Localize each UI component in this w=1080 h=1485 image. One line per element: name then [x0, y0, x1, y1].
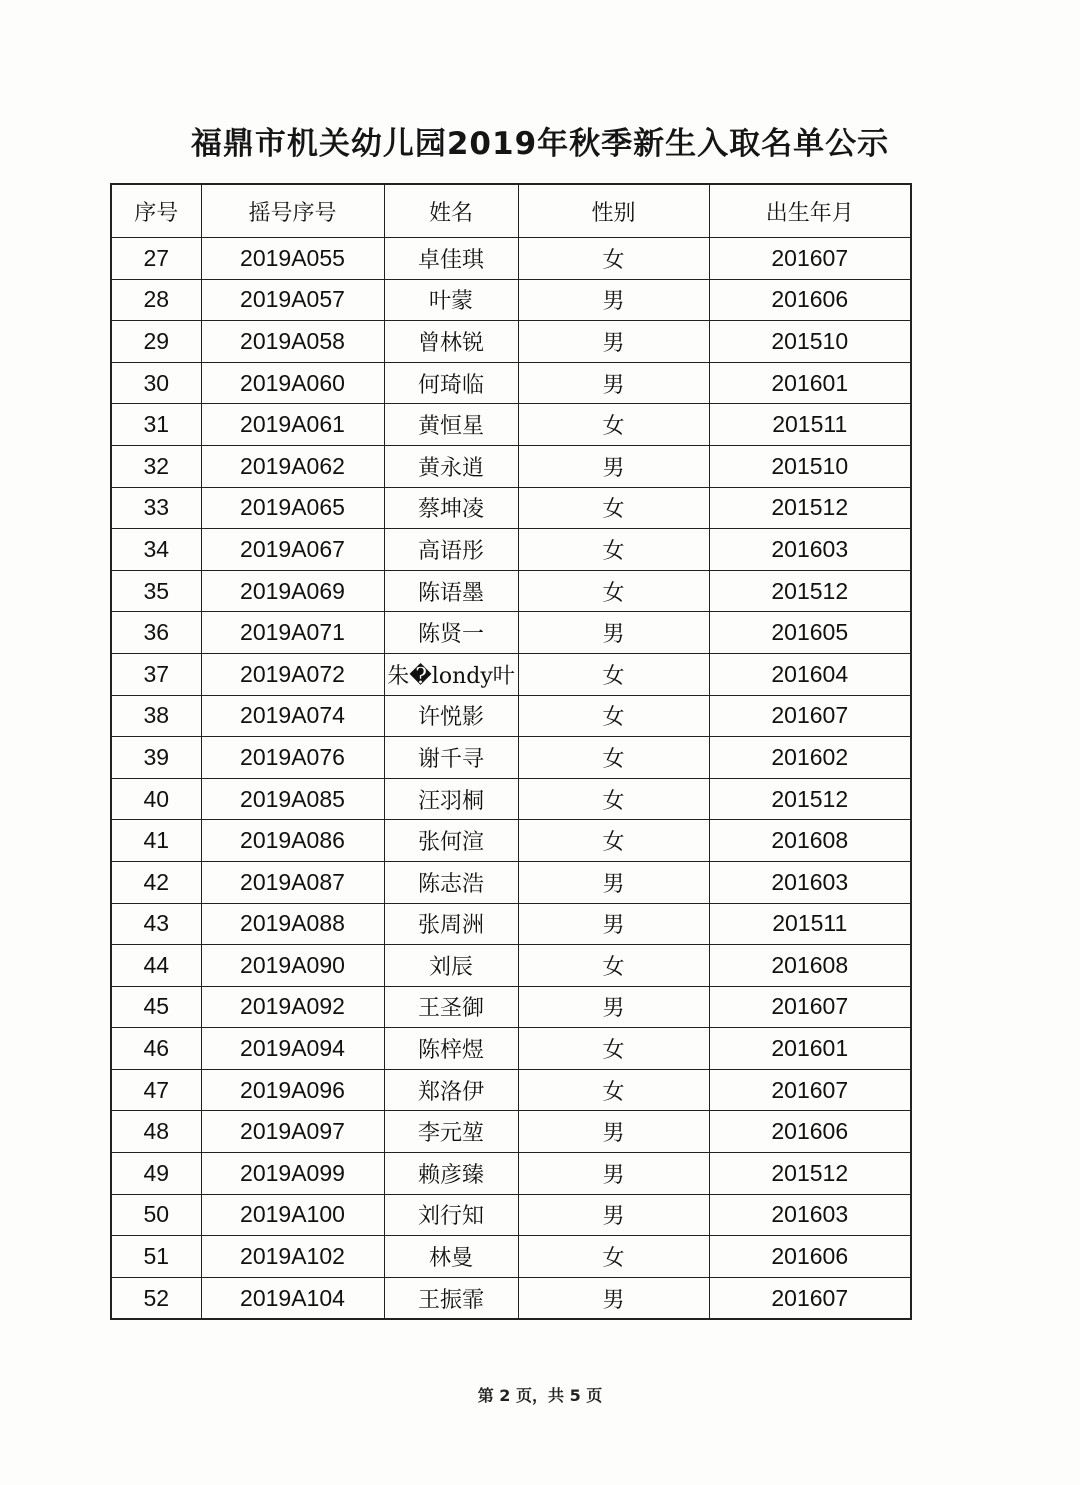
- birth-month-cell: 201603: [709, 529, 911, 571]
- birth-month-cell: 201607: [709, 986, 911, 1028]
- table-row: [111, 986, 911, 1028]
- birth-month-cell: 201512: [709, 1153, 911, 1195]
- index-cell: 52: [111, 1277, 201, 1319]
- index-cell: 50: [111, 1194, 201, 1236]
- index-cell: 30: [111, 362, 201, 404]
- lottery-number-cell: 2019A099: [201, 1153, 384, 1195]
- table-header-row: [111, 184, 911, 238]
- gender-cell: 女: [518, 529, 709, 571]
- birth-month-cell: 201608: [709, 945, 911, 987]
- lottery-number-cell: 2019A074: [201, 695, 384, 737]
- table-row: [111, 529, 911, 571]
- table-row: [111, 362, 911, 404]
- birth-month-cell: 201511: [709, 903, 911, 945]
- lottery-number-cell: 2019A069: [201, 570, 384, 612]
- gender-cell: 男: [518, 1111, 709, 1153]
- lottery-number-cell: 2019A062: [201, 445, 384, 487]
- name-cell: 林曼: [384, 1236, 518, 1278]
- gender-cell: 男: [518, 861, 709, 903]
- birth-month-cell: 201604: [709, 653, 911, 695]
- gender-cell: 女: [518, 404, 709, 446]
- index-cell: 29: [111, 321, 201, 363]
- name-cell: 张周洲: [384, 903, 518, 945]
- birth-month-cell: 201510: [709, 321, 911, 363]
- name-cell: 叶蒙: [384, 279, 518, 321]
- page-title: 福鼎市机关幼儿园2019年秋季新生入取名单公示: [190, 126, 890, 162]
- lottery-number-cell: 2019A072: [201, 653, 384, 695]
- index-cell: 48: [111, 1111, 201, 1153]
- name-cell: 朱�londy叶: [384, 653, 518, 695]
- birth-month-cell: 201512: [709, 487, 911, 529]
- gender-cell: 女: [518, 653, 709, 695]
- gender-cell: 女: [518, 778, 709, 820]
- name-cell: 刘行知: [384, 1194, 518, 1236]
- lottery-number-cell: 2019A058: [201, 321, 384, 363]
- gender-cell: 女: [518, 1069, 709, 1111]
- index-cell: 35: [111, 570, 201, 612]
- name-cell: 赖彦臻: [384, 1153, 518, 1195]
- lottery-number-cell: 2019A094: [201, 1028, 384, 1070]
- table-row: [111, 861, 911, 903]
- index-cell: 45: [111, 986, 201, 1028]
- birth-month-cell: 201511: [709, 404, 911, 446]
- admission-table: [110, 183, 912, 1320]
- name-cell: 黄恒星: [384, 404, 518, 446]
- name-cell: 陈志浩: [384, 861, 518, 903]
- gender-cell: 女: [518, 238, 709, 280]
- birth-month-cell: 201607: [709, 1069, 911, 1111]
- table-row: [111, 1028, 911, 1070]
- lottery-number-cell: 2019A060: [201, 362, 384, 404]
- lottery-number-cell: 2019A097: [201, 1111, 384, 1153]
- gender-cell: 男: [518, 986, 709, 1028]
- index-cell: 33: [111, 487, 201, 529]
- birth-month-cell: 201608: [709, 820, 911, 862]
- table-row: [111, 1153, 911, 1195]
- index-cell: 39: [111, 737, 201, 779]
- lottery-number-cell: 2019A085: [201, 778, 384, 820]
- name-cell: 郑洛伊: [384, 1069, 518, 1111]
- table-row: [111, 1069, 911, 1111]
- gender-cell: 男: [518, 321, 709, 363]
- gender-cell: 女: [518, 570, 709, 612]
- name-cell: 陈语墨: [384, 570, 518, 612]
- gender-cell: 男: [518, 612, 709, 654]
- table-row: [111, 653, 911, 695]
- name-cell: 蔡坤凌: [384, 487, 518, 529]
- index-cell: 40: [111, 778, 201, 820]
- gender-cell: 男: [518, 445, 709, 487]
- birth-month-cell: 201606: [709, 1111, 911, 1153]
- index-cell: 36: [111, 612, 201, 654]
- birth-month-cell: 201606: [709, 1236, 911, 1278]
- table-row: [111, 778, 911, 820]
- name-cell: 黄永逍: [384, 445, 518, 487]
- birth-month-cell: 201606: [709, 279, 911, 321]
- column-header-gender: 性别: [518, 184, 709, 238]
- gender-cell: 女: [518, 487, 709, 529]
- lottery-number-cell: 2019A092: [201, 986, 384, 1028]
- table-row: [111, 321, 911, 363]
- table-row: [111, 612, 911, 654]
- index-cell: 37: [111, 653, 201, 695]
- lottery-number-cell: 2019A100: [201, 1194, 384, 1236]
- gender-cell: 女: [518, 1028, 709, 1070]
- gender-cell: 女: [518, 695, 709, 737]
- lottery-number-cell: 2019A076: [201, 737, 384, 779]
- name-cell: 卓佳琪: [384, 238, 518, 280]
- name-cell: 曾林锐: [384, 321, 518, 363]
- gender-cell: 女: [518, 945, 709, 987]
- gender-cell: 男: [518, 362, 709, 404]
- index-cell: 44: [111, 945, 201, 987]
- birth-month-cell: 201603: [709, 1194, 911, 1236]
- table-row: [111, 695, 911, 737]
- table-row: [111, 238, 911, 280]
- birth-month-cell: 201607: [709, 695, 911, 737]
- table-row: [111, 737, 911, 779]
- name-cell: 何琦临: [384, 362, 518, 404]
- name-cell: 谢千寻: [384, 737, 518, 779]
- lottery-number-cell: 2019A061: [201, 404, 384, 446]
- table-row: [111, 1111, 911, 1153]
- name-cell: 张何渲: [384, 820, 518, 862]
- birth-month-cell: 201601: [709, 362, 911, 404]
- index-cell: 41: [111, 820, 201, 862]
- gender-cell: 男: [518, 1277, 709, 1319]
- index-cell: 49: [111, 1153, 201, 1195]
- name-cell: 陈梓煜: [384, 1028, 518, 1070]
- lottery-number-cell: 2019A090: [201, 945, 384, 987]
- gender-cell: 男: [518, 903, 709, 945]
- table-row: [111, 1277, 911, 1319]
- birth-month-cell: 201605: [709, 612, 911, 654]
- index-cell: 27: [111, 238, 201, 280]
- name-cell: 王振霏: [384, 1277, 518, 1319]
- gender-cell: 女: [518, 1236, 709, 1278]
- lottery-number-cell: 2019A088: [201, 903, 384, 945]
- name-cell: 陈贤一: [384, 612, 518, 654]
- name-cell: 许悦影: [384, 695, 518, 737]
- table-row: [111, 487, 911, 529]
- index-cell: 31: [111, 404, 201, 446]
- lottery-number-cell: 2019A087: [201, 861, 384, 903]
- page-number-footer: 第 2 页，共 5 页: [477, 1386, 603, 1405]
- index-cell: 47: [111, 1069, 201, 1111]
- gender-cell: 女: [518, 737, 709, 779]
- table-row: [111, 820, 911, 862]
- lottery-number-cell: 2019A067: [201, 529, 384, 571]
- lottery-number-cell: 2019A096: [201, 1069, 384, 1111]
- index-cell: 43: [111, 903, 201, 945]
- table-row: [111, 1236, 911, 1278]
- lottery-number-cell: 2019A071: [201, 612, 384, 654]
- table-row: [111, 945, 911, 987]
- index-cell: 34: [111, 529, 201, 571]
- lottery-number-cell: 2019A104: [201, 1277, 384, 1319]
- name-cell: 高语彤: [384, 529, 518, 571]
- table-row: [111, 279, 911, 321]
- gender-cell: 男: [518, 1153, 709, 1195]
- gender-cell: 男: [518, 1194, 709, 1236]
- birth-month-cell: 201601: [709, 1028, 911, 1070]
- birth-month-cell: 201510: [709, 445, 911, 487]
- birth-month-cell: 201607: [709, 1277, 911, 1319]
- lottery-number-cell: 2019A055: [201, 238, 384, 280]
- lottery-number-cell: 2019A057: [201, 279, 384, 321]
- table-row: [111, 903, 911, 945]
- name-cell: 李元堃: [384, 1111, 518, 1153]
- birth-month-cell: 201602: [709, 737, 911, 779]
- index-cell: 51: [111, 1236, 201, 1278]
- birth-month-cell: 201512: [709, 778, 911, 820]
- lottery-number-cell: 2019A065: [201, 487, 384, 529]
- gender-cell: 男: [518, 279, 709, 321]
- column-header-name: 姓名: [384, 184, 518, 238]
- column-header-lottery-number: 摇号序号: [201, 184, 384, 238]
- lottery-number-cell: 2019A102: [201, 1236, 384, 1278]
- column-header-birth-month: 出生年月: [709, 184, 911, 238]
- name-cell: 王圣御: [384, 986, 518, 1028]
- table-row: [111, 570, 911, 612]
- column-header-index: 序号: [111, 184, 201, 238]
- table-row: [111, 445, 911, 487]
- index-cell: 46: [111, 1028, 201, 1070]
- index-cell: 38: [111, 695, 201, 737]
- index-cell: 42: [111, 861, 201, 903]
- gender-cell: 女: [518, 820, 709, 862]
- table-body: [111, 238, 911, 1320]
- table-row: [111, 1194, 911, 1236]
- index-cell: 28: [111, 279, 201, 321]
- table-row: [111, 404, 911, 446]
- birth-month-cell: 201607: [709, 238, 911, 280]
- lottery-number-cell: 2019A086: [201, 820, 384, 862]
- index-cell: 32: [111, 445, 201, 487]
- birth-month-cell: 201512: [709, 570, 911, 612]
- name-cell: 汪羽桐: [384, 778, 518, 820]
- birth-month-cell: 201603: [709, 861, 911, 903]
- name-cell: 刘辰: [384, 945, 518, 987]
